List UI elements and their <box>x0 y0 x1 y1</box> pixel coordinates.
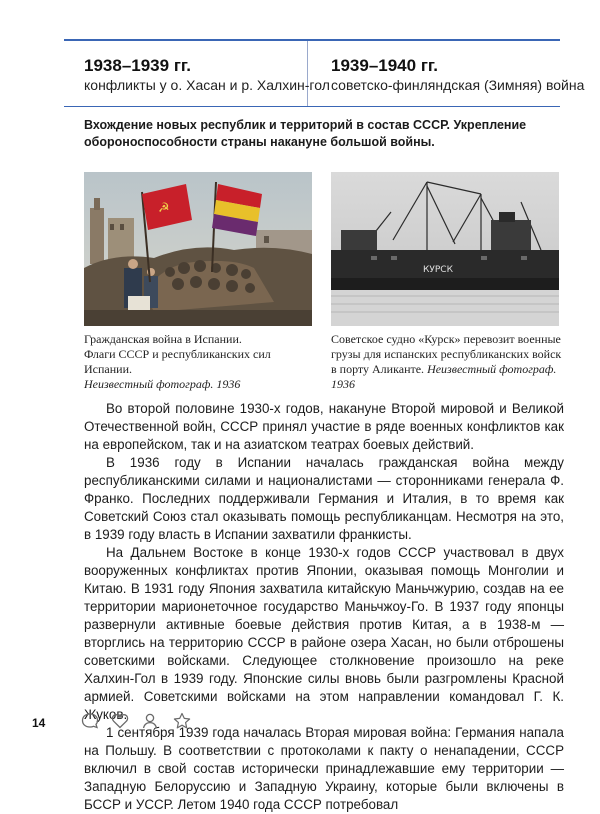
photo-ship-kursk <box>331 172 559 326</box>
caption-line: Советское судно «Курск» перевозит военные <box>331 332 561 346</box>
timeline-left <box>84 56 330 94</box>
ship-name-label: КУРСК <box>423 265 453 275</box>
caption-line: Гражданская война в Испании. <box>84 332 242 346</box>
caption-line: грузы для испанских республиканских войск <box>331 347 562 361</box>
paragraph: На Дальнем Востоке в конце 1930-х годов СССР участвовал в двух вооруженных конфликтах против Японии, оказывая помощь Монголии и Китаю. В 1931 году Япония захватила китайскую Маньчжурию, создав на ее территории марионеточное государство Маньчжоу-Го. В 1937 году японцы развернули активные боевые действия против Китая, а в 1938-м — вторглись на территорию СССР в районе озера Хасан, но были отброшены советскими войсками. Следующее столкновение произошло на реке Халхин-Гол в 1939 году. Японские силы вновь были разгромлены Красной армией. Советскими войсками на этом направлении командовал Г. К. Жуков. <box>84 545 564 722</box>
timeline-left-years: 1938–1939 гг. <box>84 56 191 75</box>
header-top-rule <box>64 39 560 41</box>
photo-spain-civil-war <box>84 172 312 326</box>
heart-icon[interactable] <box>110 711 130 731</box>
main-body-text <box>84 400 564 814</box>
timeline-right <box>331 56 584 94</box>
photo-spain-caption <box>84 332 316 392</box>
svg-text:☭: ☭ <box>158 201 170 216</box>
comment-icon[interactable] <box>80 711 100 731</box>
timeline-right-years: 1939–1940 гг. <box>331 56 438 75</box>
caption-line: Флаги СССР и республиканских сил Испании. <box>84 347 271 376</box>
paragraph: В 1936 году в Испании началась гражданская война между республиканскими силами и националистами — сторонниками генерала Ф. Франко. Последних поддерживали Германия и Италия, в то время как Советский Союз стал оказывать помощь республиканцам. Несмотря на это, в 1939 году власть в Испании захватили франкисты. <box>84 455 564 542</box>
paragraph: 1 сентября 1939 года началась Вторая мировая война: Германия напала на Польшу. В соответствии с протоколами к пакту о ненападении, СССР включил в свой состав исторически принадлежавшие ему территории — Западную Белоруссию и Западную Украину, которые были включены в БССР и УССР. Летом 1940 года СССР потребовал <box>84 725 564 812</box>
user-icon[interactable] <box>140 711 160 731</box>
caption-line-with-credit <box>331 362 567 392</box>
photo-ship-caption <box>331 332 567 392</box>
photo-credit: Неизвестный фотограф. 1936 <box>331 362 557 391</box>
caption-tail: в порту Аликанте. <box>331 362 425 376</box>
header-bottom-rule <box>64 106 560 107</box>
timeline-right-event: советско-финляндская (Зимняя) война <box>331 77 585 93</box>
section-caption: Вхождение новых республик и территорий в состав СССР. Укрепление обороноспособности страны накануне большой войны. <box>84 118 527 149</box>
page-footer <box>0 708 600 738</box>
star-icon[interactable] <box>172 711 192 731</box>
paragraph: Во второй половине 1930-х годов, накануне Второй мировой и Великой Отечественной войн, СССР принял участие в ряде военных конфликтов как на европейском, так и на азиатском театрах боевых действий. <box>84 401 564 452</box>
timeline-left-event: конфликты у о. Хасан и р. Халхин-гол <box>84 77 330 93</box>
photo-credit: Неизвестный фотограф. 1936 <box>84 377 241 391</box>
page-number: 14 <box>32 716 46 730</box>
